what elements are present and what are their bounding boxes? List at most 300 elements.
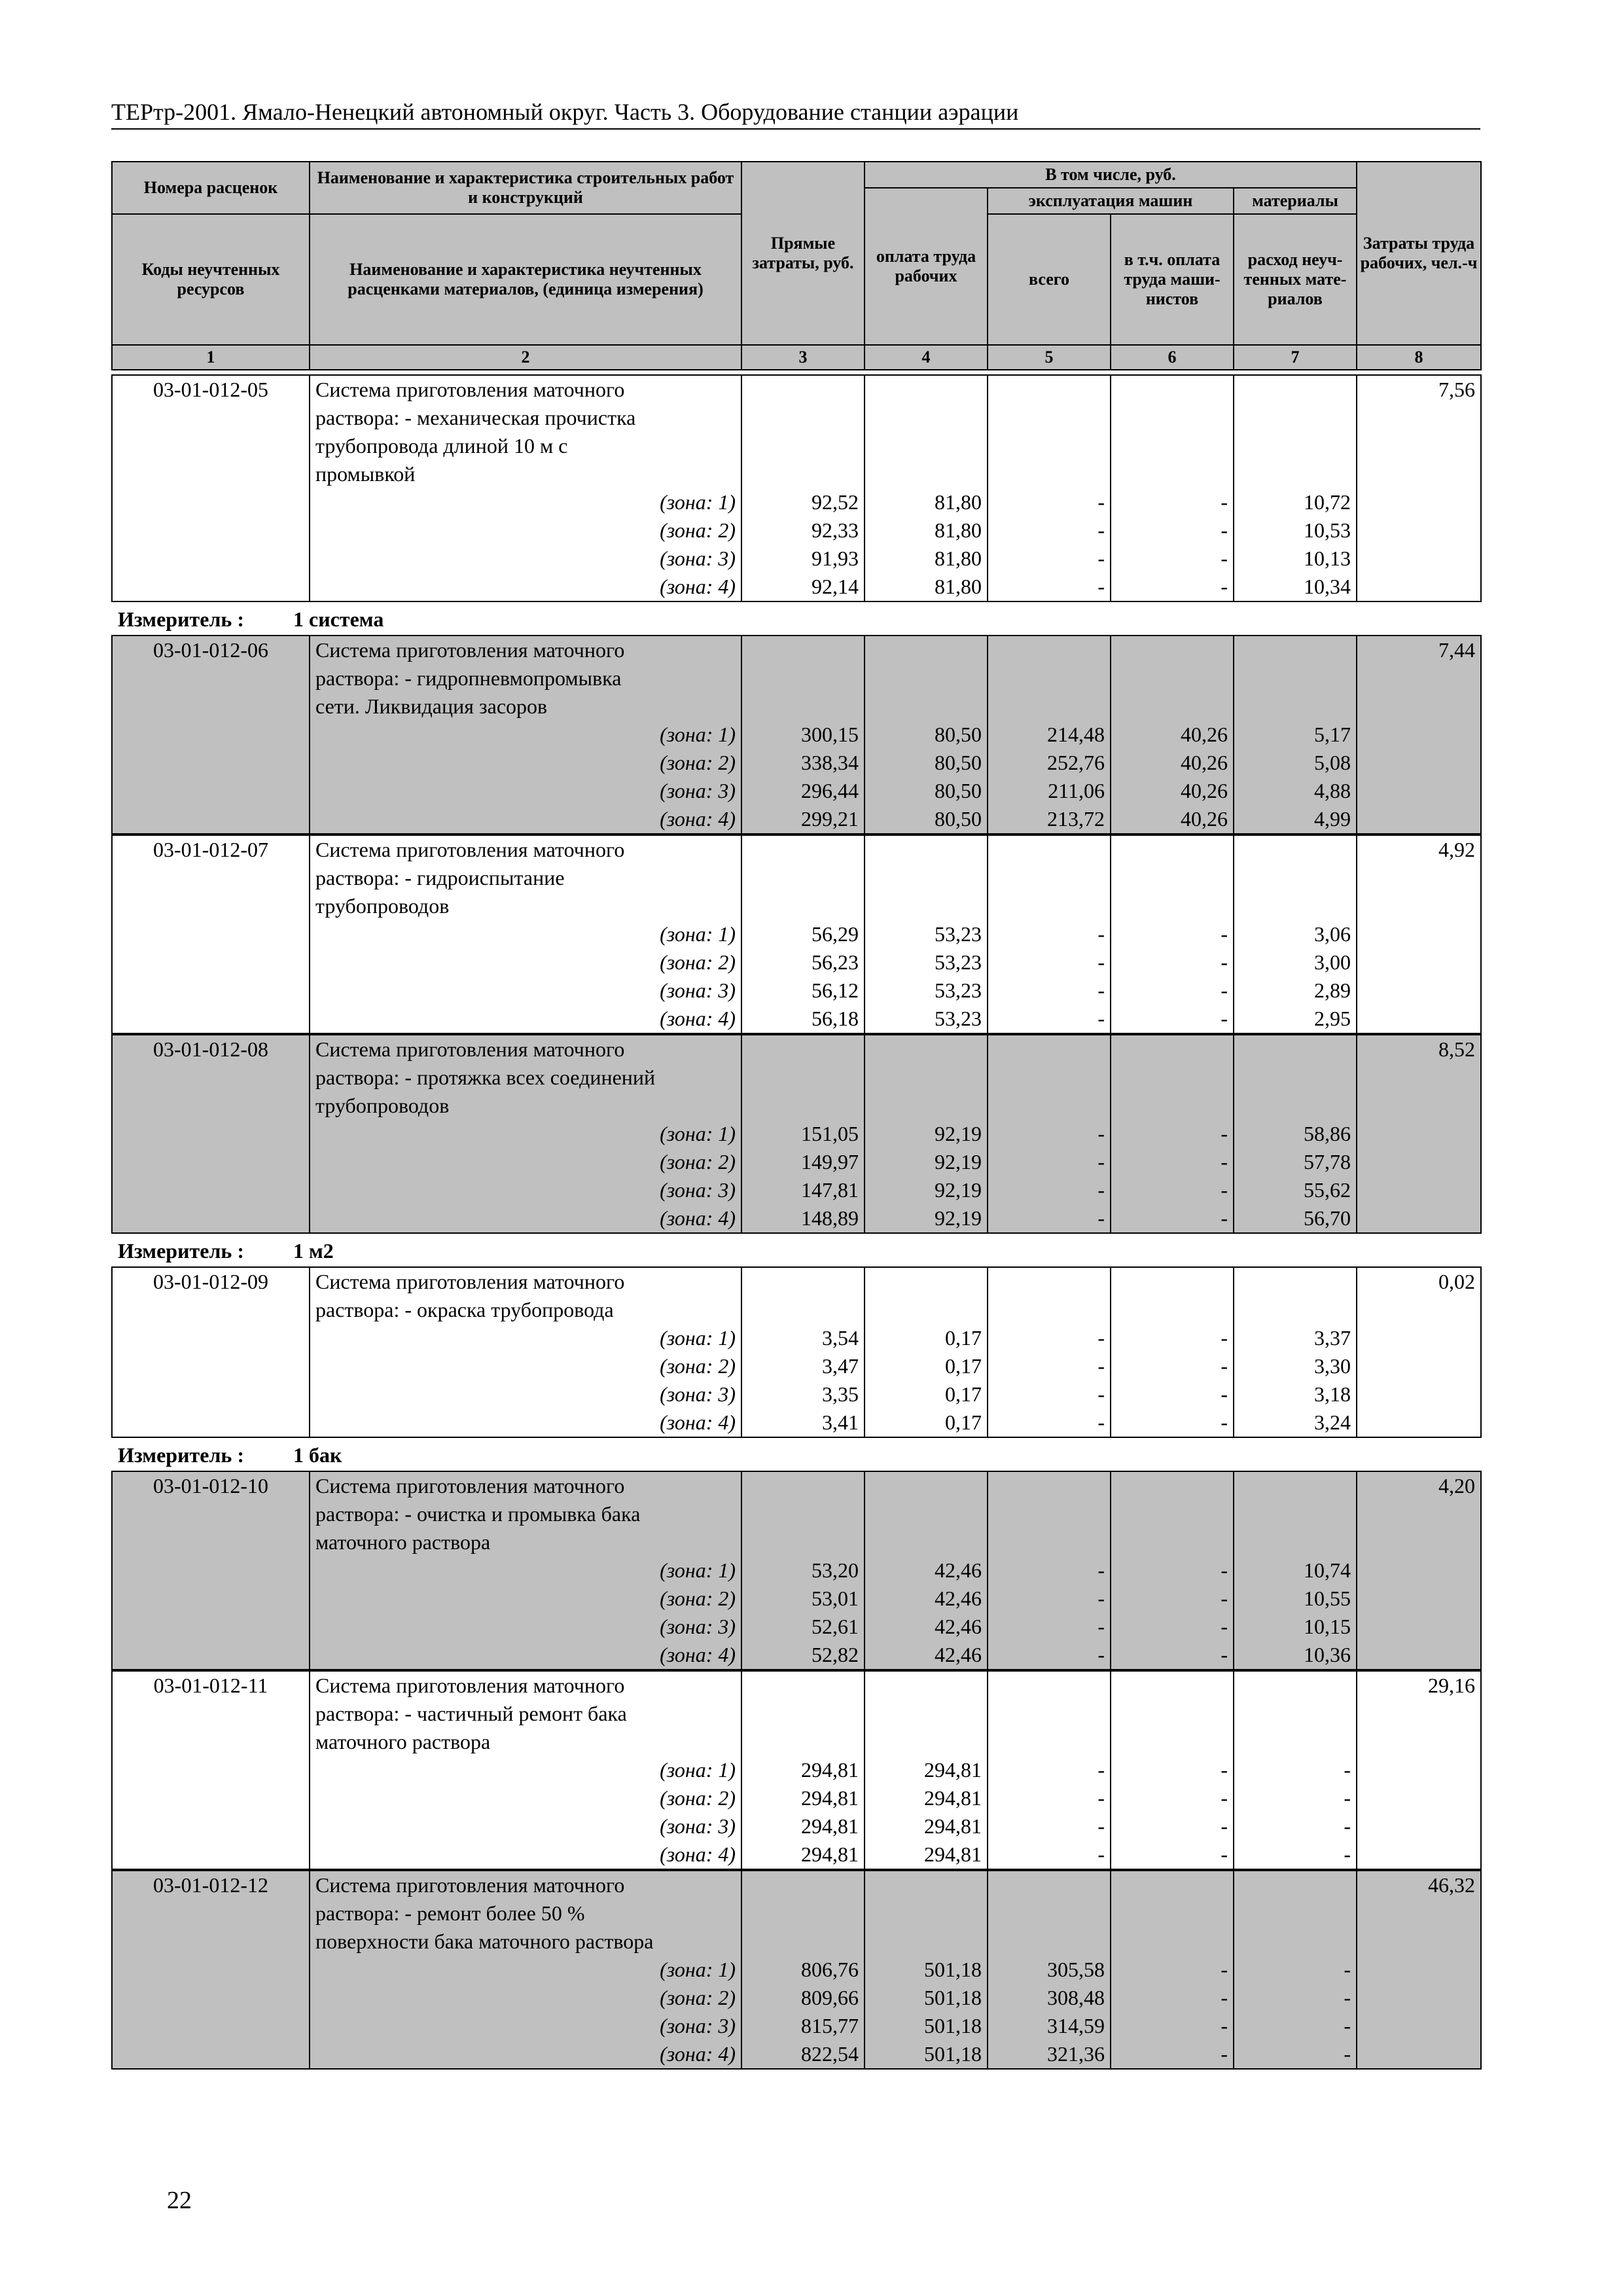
materials-cost: 10,72 [1234,488,1357,516]
table-row [112,1296,1481,1324]
table-row [112,977,1481,1005]
rate-code [112,1500,310,1528]
table-row [112,2012,1481,2040]
table-row [112,864,1481,892]
machinists-pay: 40,26 [1111,749,1234,777]
labor-pay: 92,19 [865,1120,988,1148]
empty-cell [865,864,988,892]
empty-cell [988,1671,1111,1700]
labor-pay: 0,17 [865,1324,988,1352]
materials-cost: - [1234,2012,1357,2040]
rate-code [112,1812,310,1840]
labor-costs [1357,1784,1481,1812]
materials-cost: 3,18 [1234,1380,1357,1408]
rate-code [112,664,310,692]
work-name-line: раствора: - ремонт более 50 % [310,1899,741,1928]
empty-cell [988,1296,1111,1324]
work-name-line: раствора: - окраска трубопровода [310,1296,741,1324]
table-row [112,488,1481,516]
labor-costs [1357,1840,1481,1869]
rates-body [111,374,1480,2070]
empty-cell [1111,1296,1234,1324]
machinists-pay: - [1111,1176,1234,1204]
header-including-group: В том числе, руб. [865,162,1357,188]
empty-cell [1111,1899,1234,1928]
labor-costs [1357,1148,1481,1176]
table-row [112,892,1481,920]
machines-total: - [988,1585,1111,1613]
work-name-line: раствора: - гидроиспытание [310,864,741,892]
machinists-pay: - [1111,1840,1234,1869]
table-row [112,2040,1481,2069]
labor-pay: 294,81 [865,1840,988,1869]
materials-cost: 5,17 [1234,721,1357,749]
work-name-line: раствора: - очистка и промывка бака [310,1500,741,1528]
rate-code [112,805,310,834]
work-name-line: Система приготовления маточного [310,1671,741,1700]
machines-total: 211,06 [988,777,1111,805]
empty-cell [741,1267,865,1296]
zone-label: (зона: 2) [310,1585,741,1613]
empty-cell [1111,1671,1234,1700]
machines-total: - [988,1408,1111,1437]
labor-costs [1357,1641,1481,1670]
rate-block [111,1034,1482,1234]
measure-value: 1 бак [293,1443,342,1467]
header-codes-top: Номера расценок [112,162,310,214]
measure-row [111,602,1480,635]
empty-cell [741,404,865,432]
machines-total: - [988,1380,1111,1408]
machinists-pay: - [1111,1148,1234,1176]
table-row [112,636,1481,664]
direct-costs: 53,01 [741,1585,865,1613]
materials-cost: 3,24 [1234,1408,1357,1437]
machinists-pay: - [1111,2040,1234,2069]
empty-cell [741,664,865,692]
direct-costs: 56,23 [741,948,865,977]
labor-costs [1357,1613,1481,1641]
work-name-line: раствора: - частичный ремонт бака [310,1700,741,1728]
zone-label: (зона: 2) [310,1352,741,1380]
machinists-pay: - [1111,573,1234,601]
labor-costs [1357,948,1481,977]
empty-cell [1234,636,1357,664]
direct-costs: 3,54 [741,1324,865,1352]
empty-cell [1234,1528,1357,1556]
empty-cell [988,1267,1111,1296]
table-row [112,1267,1481,1296]
rate-code: 03-01-012-07 [112,835,310,864]
table-row [112,1471,1481,1500]
empty-cell [865,1928,988,1956]
machines-total: 321,36 [988,2040,1111,2069]
measure-row [111,1438,1480,1471]
work-name-line: Система приготовления маточного [310,1871,741,1899]
work-name-line: Система приготовления маточного [310,835,741,864]
empty-cell [988,1064,1111,1092]
header-col-number: 4 [865,345,988,370]
machinists-pay: - [1111,1380,1234,1408]
header-direct-costs: Прямые затраты, руб. [741,162,865,345]
labor-pay: 80,50 [865,777,988,805]
work-name-line: маточного раствора [310,1528,741,1556]
machines-total: - [988,920,1111,948]
zone-label: (зона: 1) [310,1556,741,1585]
table-row [112,1176,1481,1204]
machines-total: - [988,1784,1111,1812]
direct-costs: 92,52 [741,488,865,516]
empty-cell [988,1092,1111,1120]
rate-code [112,1352,310,1380]
materials-cost: 5,08 [1234,749,1357,777]
zone-label: (зона: 1) [310,1756,741,1784]
empty-cell [1234,1671,1357,1700]
rate-code: 03-01-012-11 [112,1671,310,1700]
materials-cost: - [1234,1784,1357,1812]
table-row [112,777,1481,805]
table-row [112,1728,1481,1756]
zone-label: (зона: 4) [310,1005,741,1033]
empty-cell [1234,1296,1357,1324]
empty-cell [741,835,865,864]
empty-cell [865,1092,988,1120]
empty-cell [988,1871,1111,1899]
empty-cell [741,1871,865,1899]
labor-costs [1357,573,1481,601]
rate-code [112,1928,310,1956]
rate-code [112,1296,310,1324]
header-machinists-pay: в т.ч. оплата труда маши-нистов [1111,214,1234,345]
rate-code [112,777,310,805]
labor-pay: 92,19 [865,1176,988,1204]
materials-cost: 3,30 [1234,1352,1357,1380]
zone-label: (зона: 4) [310,573,741,601]
empty-cell [1111,636,1234,664]
machinists-pay: - [1111,1613,1234,1641]
empty-cell [741,1064,865,1092]
rate-code [112,1064,310,1092]
machinists-pay: - [1111,1812,1234,1840]
labor-pay: 81,80 [865,516,988,545]
rate-code [112,516,310,545]
empty-cell [1234,1871,1357,1899]
zone-label: (зона: 3) [310,977,741,1005]
empty-cell [1111,664,1234,692]
table-row [112,1585,1481,1613]
labor-pay: 81,80 [865,573,988,601]
labor-costs [1357,692,1481,721]
table-row [112,375,1481,404]
work-name-line: Система приготовления маточного [310,1035,741,1064]
rate-code [112,1324,310,1352]
labor-pay: 294,81 [865,1812,988,1840]
empty-cell [1111,1471,1234,1500]
machines-total: 305,58 [988,1956,1111,1984]
table-row [112,1035,1481,1064]
header-col-number: 5 [988,345,1111,370]
empty-cell [1234,864,1357,892]
table-row [112,1812,1481,1840]
labor-costs: 8,52 [1357,1035,1481,1064]
work-name-line: промывкой [310,460,741,488]
table-row [112,1148,1481,1176]
rate-code [112,545,310,573]
empty-cell [988,664,1111,692]
labor-costs [1357,664,1481,692]
page-header: ТЕРтр-2001. Ямало-Ненецкий автономный округ. Часть 3. Оборудование станции аэрации [111,99,1019,125]
zone-label: (зона: 3) [310,545,741,573]
labor-costs: 7,56 [1357,375,1481,404]
empty-cell [865,1267,988,1296]
work-name-line: Система приготовления маточного [310,1267,741,1296]
labor-pay: 0,17 [865,1408,988,1437]
rate-code: 03-01-012-12 [112,1871,310,1899]
rate-code [112,1956,310,1984]
empty-cell [865,1899,988,1928]
zone-label: (зона: 1) [310,1956,741,1984]
labor-pay: 92,19 [865,1148,988,1176]
labor-costs [1357,1700,1481,1728]
empty-cell [1111,1528,1234,1556]
empty-cell [741,1728,865,1756]
labor-costs [1357,1984,1481,2012]
table-row [112,1641,1481,1670]
rate-code [112,573,310,601]
machinists-pay: - [1111,1408,1234,1437]
rate-block [111,1670,1482,1870]
rate-code [112,488,310,516]
labor-costs [1357,1352,1481,1380]
labor-costs [1357,1528,1481,1556]
rate-code [112,1756,310,1784]
labor-costs [1357,920,1481,948]
empty-cell [865,1035,988,1064]
empty-cell [865,692,988,721]
table-row [112,805,1481,834]
machinists-pay: - [1111,977,1234,1005]
materials-cost: - [1234,1756,1357,1784]
measure-label: Измеритель : [118,607,244,631]
direct-costs: 299,21 [741,805,865,834]
labor-pay: 294,81 [865,1756,988,1784]
empty-cell [988,1928,1111,1956]
labor-pay: 42,46 [865,1641,988,1670]
zone-label: (зона: 2) [310,948,741,977]
empty-cell [865,1871,988,1899]
rate-code [112,1005,310,1033]
empty-cell [988,375,1111,404]
empty-cell [1111,1500,1234,1528]
empty-cell [865,636,988,664]
labor-costs: 7,44 [1357,636,1481,664]
table-row [112,1984,1481,2012]
labor-pay: 53,23 [865,948,988,977]
empty-cell [865,1296,988,1324]
labor-pay: 53,23 [865,920,988,948]
empty-cell [741,432,865,460]
machinists-pay: - [1111,516,1234,545]
materials-cost: 2,95 [1234,1005,1357,1033]
labor-costs: 4,20 [1357,1471,1481,1500]
table-row [112,1352,1481,1380]
measure-value: 1 система [293,607,384,631]
rate-block [111,635,1482,834]
rate-code [112,864,310,892]
rate-code: 03-01-012-06 [112,636,310,664]
rate-block [111,1266,1482,1438]
zone-label: (зона: 2) [310,749,741,777]
labor-pay: 42,46 [865,1585,988,1613]
table-row [112,1871,1481,1899]
table-row [112,1120,1481,1148]
labor-costs [1357,1756,1481,1784]
header-labor-costs: Затраты труда рабочих, чел.-ч [1357,162,1481,345]
empty-cell [1234,692,1357,721]
header-col-number: 8 [1357,345,1481,370]
rate-block [111,1471,1482,1670]
machinists-pay: - [1111,1756,1234,1784]
empty-cell [1234,1471,1357,1500]
machines-total: - [988,1324,1111,1352]
machines-total: - [988,516,1111,545]
table-row [112,1671,1481,1700]
table-row [112,573,1481,601]
direct-costs: 52,82 [741,1641,865,1670]
zone-label: (зона: 4) [310,1408,741,1437]
header-col-number: 7 [1234,345,1357,370]
header-machines-total: всего [988,214,1111,345]
labor-costs [1357,545,1481,573]
rate-code [112,1120,310,1148]
materials-cost: 58,86 [1234,1120,1357,1148]
work-name-line: трубопроводов [310,892,741,920]
table-row [112,1408,1481,1437]
direct-costs: 822,54 [741,2040,865,2069]
rate-code [112,892,310,920]
rate-code [112,2012,310,2040]
direct-costs: 3,35 [741,1380,865,1408]
empty-cell [988,1728,1111,1756]
machinists-pay: - [1111,1556,1234,1585]
materials-cost: - [1234,1812,1357,1840]
labor-pay: 80,50 [865,749,988,777]
empty-cell [741,892,865,920]
labor-costs [1357,1500,1481,1528]
direct-costs: 294,81 [741,1784,865,1812]
table-row [112,749,1481,777]
direct-costs: 815,77 [741,2012,865,2040]
labor-costs [1357,721,1481,749]
labor-pay: 501,18 [865,1956,988,1984]
empty-cell [741,1700,865,1728]
machinists-pay: - [1111,1352,1234,1380]
table-row [112,1005,1481,1033]
empty-cell [1111,1267,1234,1296]
header-name-bottom: Наименование и характеристика неучтенных расценками материалов, (единица измерения) [310,214,741,345]
header-labor-pay: оплата труда рабочих [865,188,988,345]
empty-cell [988,636,1111,664]
rate-code [112,1700,310,1728]
rate-code [112,1641,310,1670]
zone-label: (зона: 1) [310,1324,741,1352]
machinists-pay: - [1111,1984,1234,2012]
materials-cost: 3,06 [1234,920,1357,948]
empty-cell [1111,1064,1234,1092]
machines-total: - [988,1148,1111,1176]
direct-costs: 53,20 [741,1556,865,1585]
zone-label: (зона: 1) [310,721,741,749]
empty-cell [865,404,988,432]
table-row [112,1064,1481,1092]
labor-pay: 501,18 [865,2012,988,2040]
labor-pay: 42,46 [865,1613,988,1641]
zone-label: (зона: 3) [310,2012,741,2040]
zone-label: (зона: 4) [310,805,741,834]
empty-cell [1111,1700,1234,1728]
empty-cell [988,1899,1111,1928]
work-name-line: раствора: - протяжка всех соединений [310,1064,741,1092]
zone-label: (зона: 2) [310,1148,741,1176]
empty-cell [741,692,865,721]
table-row [112,835,1481,864]
empty-cell [741,1092,865,1120]
empty-cell [1111,864,1234,892]
machinists-pay: - [1111,1005,1234,1033]
header-materials-group: материалы [1234,188,1357,214]
direct-costs: 151,05 [741,1120,865,1148]
empty-cell [741,1296,865,1324]
direct-costs: 56,12 [741,977,865,1005]
rate-code [112,1148,310,1176]
rate-code [112,1613,310,1641]
rate-code [112,1899,310,1928]
labor-pay: 501,18 [865,1984,988,2012]
machinists-pay: - [1111,948,1234,977]
rate-code [112,721,310,749]
labor-pay: 92,19 [865,1204,988,1233]
labor-costs [1357,516,1481,545]
machinists-pay: 40,26 [1111,777,1234,805]
empty-cell [1111,1035,1234,1064]
machines-total: 214,48 [988,721,1111,749]
machinists-pay: - [1111,545,1234,573]
materials-cost: 3,37 [1234,1324,1357,1352]
labor-costs [1357,1120,1481,1148]
empty-cell [1234,892,1357,920]
rate-code [112,1984,310,2012]
machinists-pay: - [1111,2012,1234,2040]
labor-costs: 46,32 [1357,1871,1481,1899]
empty-cell [1111,432,1234,460]
rate-code [112,1784,310,1812]
labor-costs [1357,977,1481,1005]
rate-code [112,1556,310,1585]
labor-pay: 501,18 [865,2040,988,2069]
labor-costs [1357,777,1481,805]
header-codes-bottom: Коды неучтенных ресурсов [112,214,310,345]
rate-code [112,920,310,948]
machines-total: - [988,1613,1111,1641]
machinists-pay: - [1111,1956,1234,1984]
empty-cell [988,432,1111,460]
empty-cell [1111,892,1234,920]
machinists-pay: - [1111,920,1234,948]
machines-total: 314,59 [988,2012,1111,2040]
rate-code [112,1204,310,1233]
empty-cell [1111,1871,1234,1899]
direct-costs: 92,33 [741,516,865,545]
